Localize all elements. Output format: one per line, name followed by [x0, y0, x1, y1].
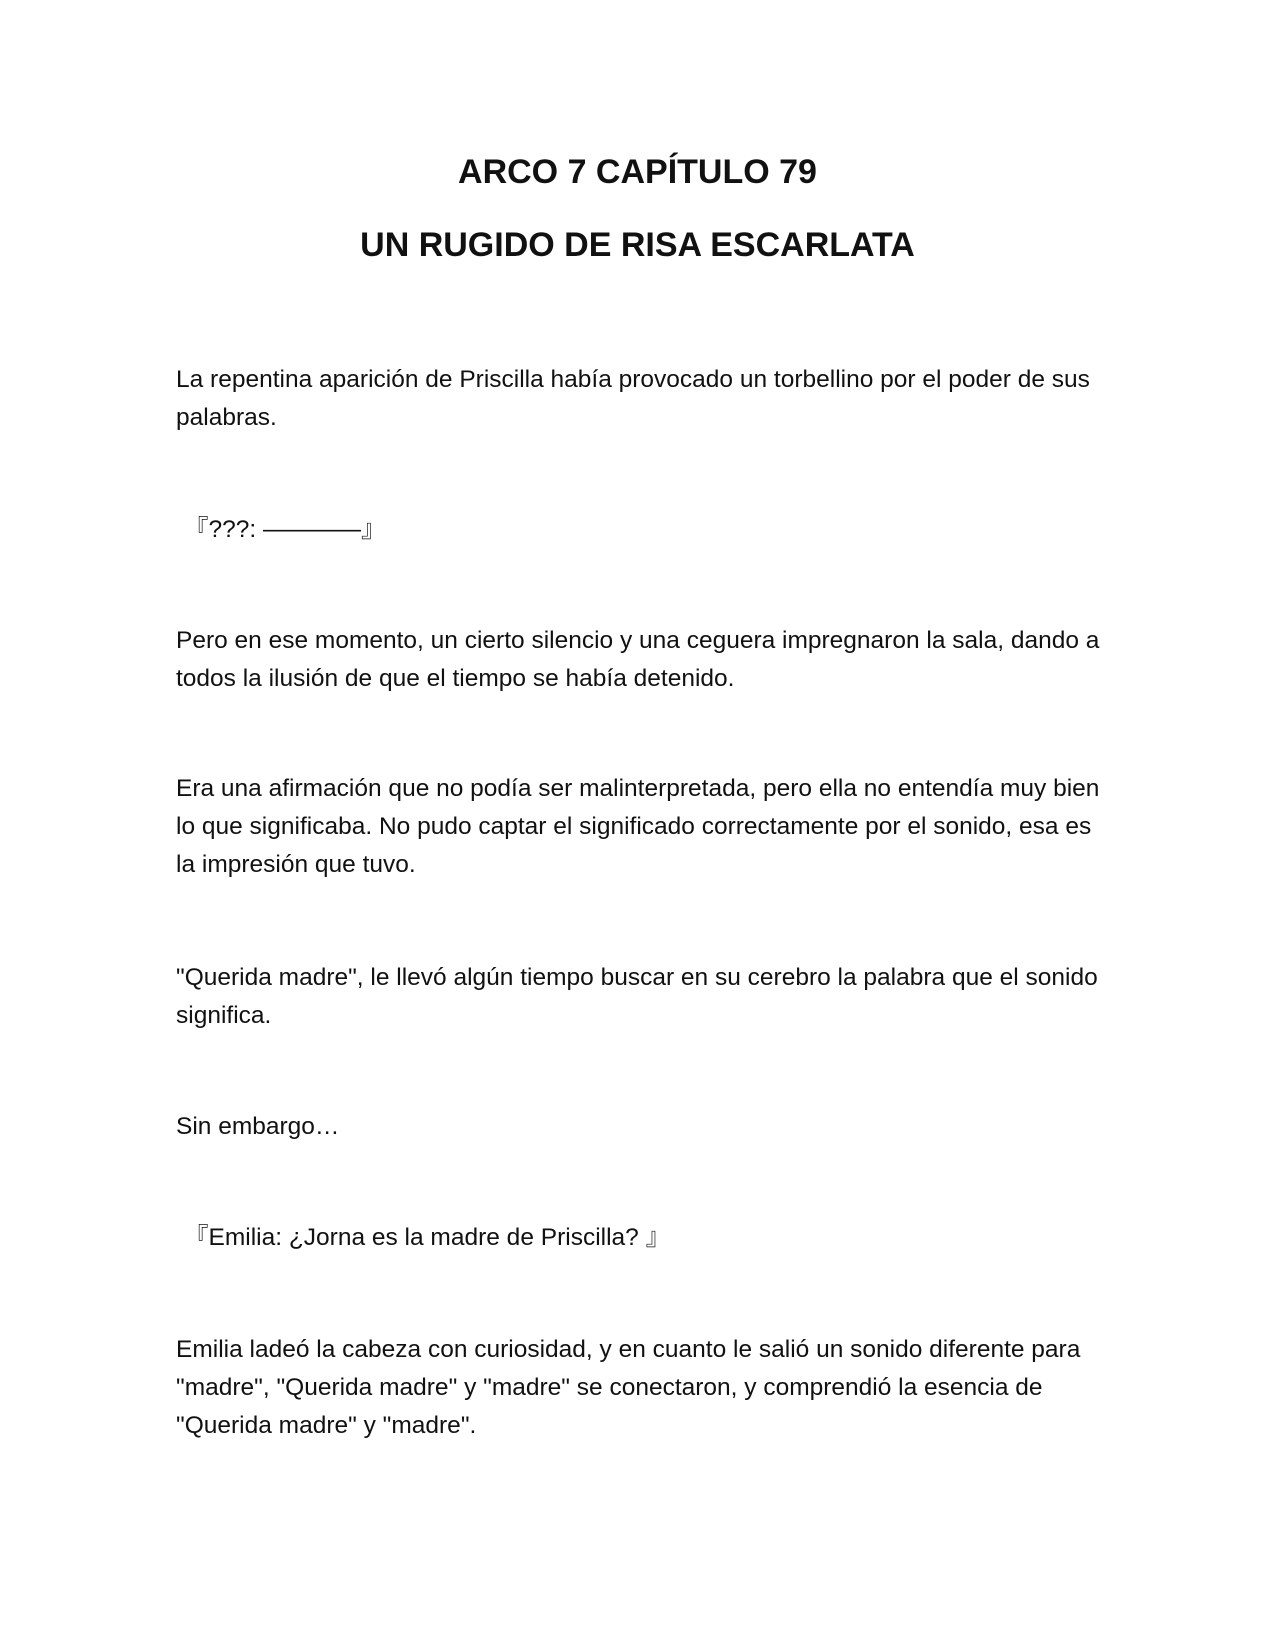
chapter-heading: ARCO 7 CAPÍTULO 79 [458, 153, 817, 191]
paragraph: Emilia ladeó la cabeza con curiosidad, y en cuanto le salió un sonido diferente para "madre", "Querida madre" y "madre" se conectaron, y comprendió la esencia de "Querida madre" y "madre". [176, 1336, 1081, 1439]
paragraph: Era una afirmación que no podía ser malinterpretada, pero ella no entendía muy bien lo que significaba. No pudo captar el significado correctamente por el sonido, esa es la impresión que tuvo. [176, 775, 1100, 878]
chapter-title: UN RUGIDO DE RISA ESCARLATA [360, 226, 915, 264]
paragraph: Sin embargo… [176, 1113, 340, 1140]
paragraph: Pero en ese momento, un cierto silencio y una ceguera impregnaron la sala, dando a todos la ilusión de que el tiempo se había detenido. [176, 627, 1100, 692]
dialogue-line: 『Emilia: ¿Jorna es la madre de Priscilla? 』 [184, 1224, 671, 1251]
paragraph: "Querida madre", le llevó algún tiempo buscar en su cerebro la palabra que el sonido significa. [176, 964, 1098, 1029]
dialogue-line: 『???: ————』 [184, 516, 386, 543]
paragraph: La repentina aparición de Priscilla había provocado un torbellino por el poder de sus palabras. [176, 366, 1090, 431]
